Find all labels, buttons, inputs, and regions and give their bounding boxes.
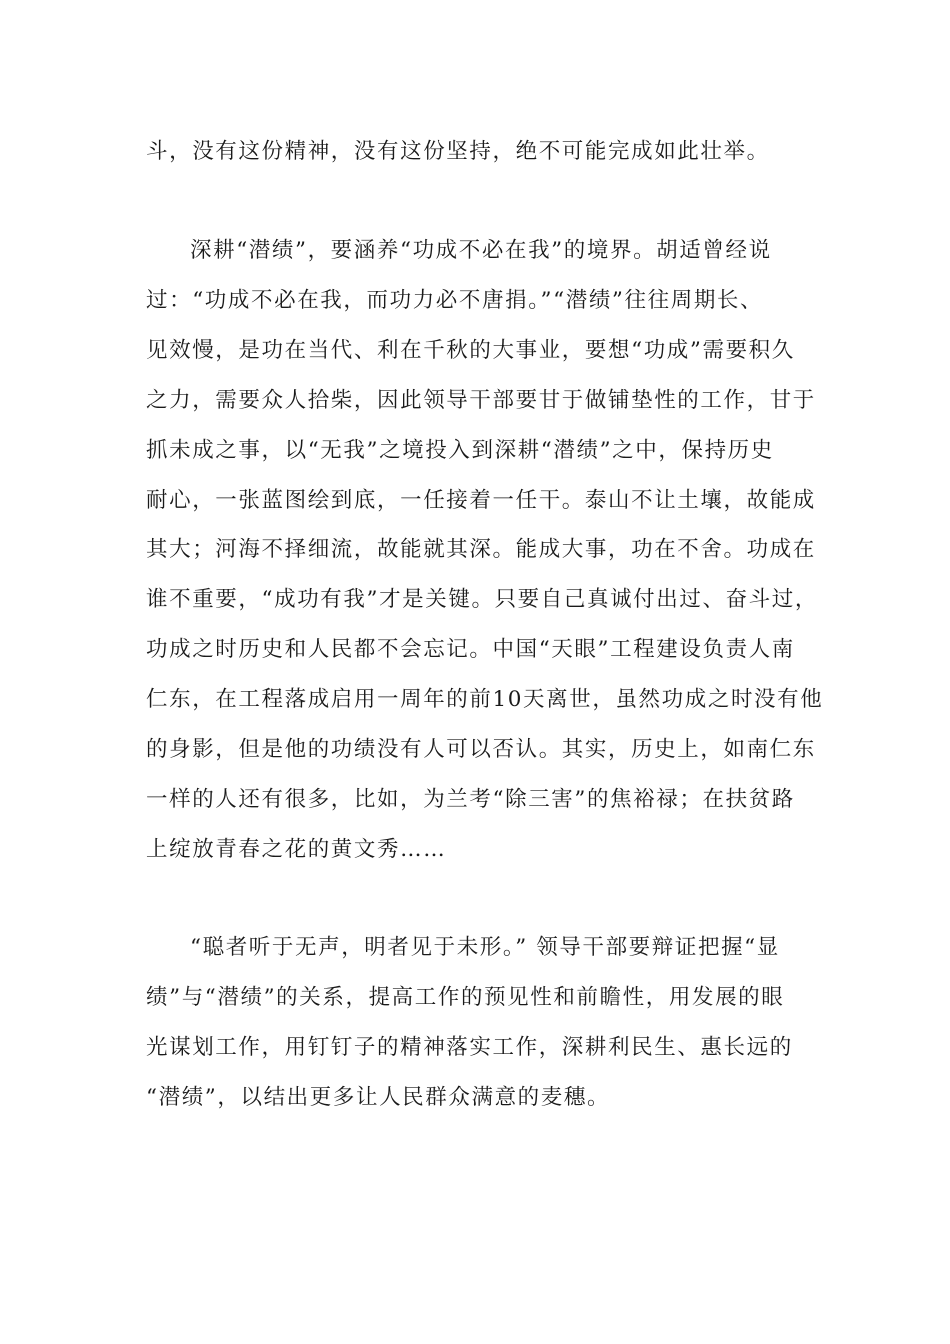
text-line: 功成之时历史和人民都不会忘记。中国“天眼”工程建设负责人南 xyxy=(146,637,795,662)
text-line: “聪者听于无声，明者见于未形。” 领导干部要辩证把握“显 xyxy=(190,935,780,960)
text-line: 见效慢，是功在当代、利在千秋的大事业，要想“功成”需要积久 xyxy=(146,338,795,363)
text-line: 上绽放青春之花的黄文秀…… xyxy=(146,837,447,862)
text-line: 光谋划工作，用钉钉子的精神落实工作，深耕利民生、惠长远的 xyxy=(146,1035,793,1060)
text-line: 的身影，但是他的功绩没有人可以否认。其实，历史上，如南仁东 xyxy=(146,737,816,762)
text-line: 绩”与“潜绩”的关系，提高工作的预见性和前瞻性，用发展的眼 xyxy=(146,985,785,1010)
text-line: 一样的人还有很多，比如，为兰考“除三害”的焦裕禄；在扶贫路 xyxy=(146,787,795,812)
text-line: 耐心，一张蓝图绘到底，一任接着一任干。泰山不让土壤，故能成 xyxy=(146,488,816,513)
text-line: 之力，需要众人拾柴，因此领导干部要甘于做铺垫性的工作，甘于 xyxy=(146,388,816,413)
text-line: “潜绩”，以结出更多让人民群众满意的麦穗。 xyxy=(146,1085,611,1110)
text-line: 抓未成之事，以“无我”之境投入到深耕“潜绩”之中，保持历史 xyxy=(146,438,774,463)
text-line: 过：“功成不必在我，而功力必不唐捐。”“潜绩”往往周期长、 xyxy=(146,288,764,313)
text-line: 其大；河海不择细流，故能就其深。能成大事，功在不舍。功成在 xyxy=(146,537,816,562)
text-line: 深耕“潜绩”，要涵养“功成不必在我”的境界。胡适曾经说 xyxy=(190,238,772,263)
text-line: 斗，没有这份精神，没有这份坚持，绝不可能完成如此壮举。 xyxy=(146,139,770,164)
text-line: 谁不重要，“成功有我”才是关键。只要自己真诚付出过、奋斗过， xyxy=(146,587,818,612)
text-line: 仁东，在工程落成启用一周年的前10天离世，虽然功成之时没有他 xyxy=(146,687,824,712)
